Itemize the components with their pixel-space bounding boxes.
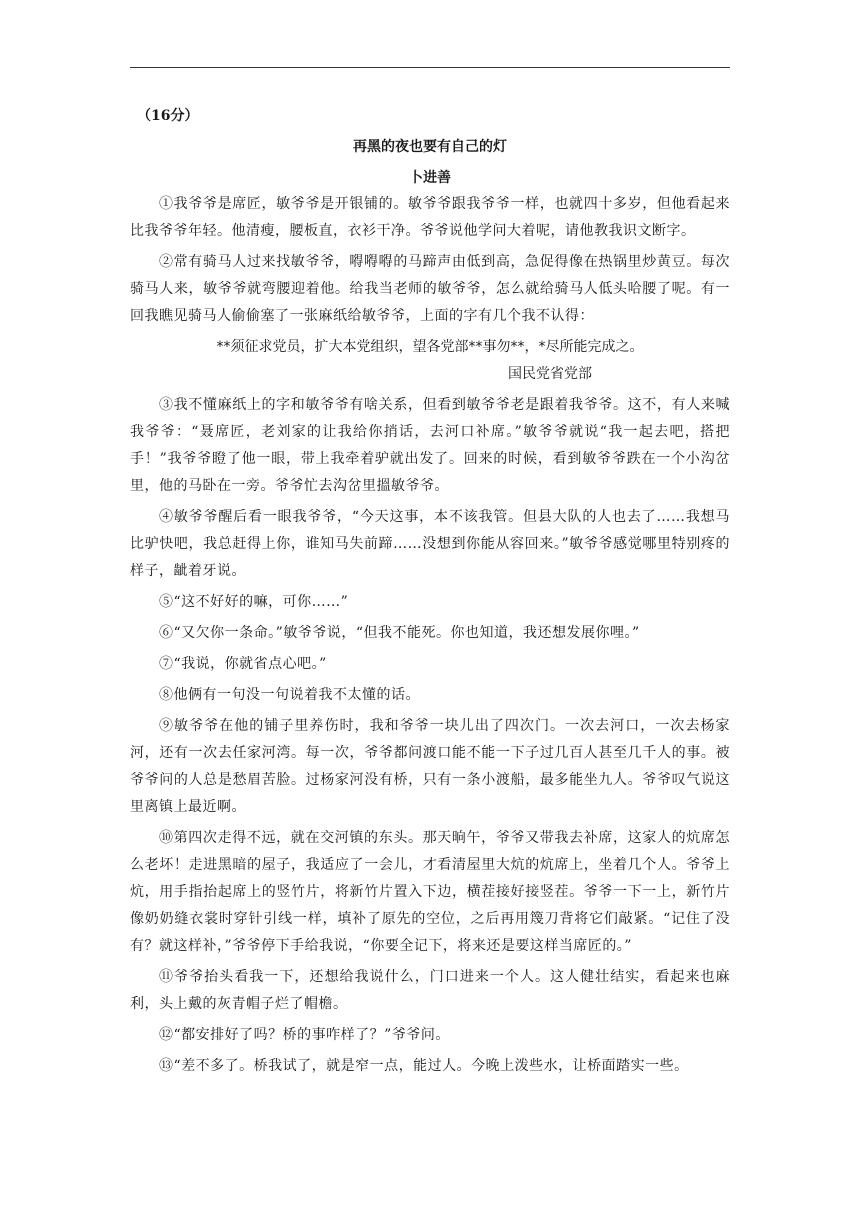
paragraph: ⑪爷爷抬头看我一下，还想给我说什么，门口进来一个人。这人健壮结实，看起来也麻利，头上戴的灰青帽子烂了帽檐。 [130, 969, 730, 1012]
article-author: 卜进善 [409, 170, 451, 186]
header-rule [130, 67, 730, 68]
paragraph: ③我不懂麻纸上的字和敏爷爷有啥关系，但看到敏爷爷老是跟着我爷爷。这不，有人来喊我爷爷：“聂席匠，老刘家的让我给你捎话，去河口补席。”敏爷爷就说“我一起去吧，搭把手！”我爷爷瞪了他一眼，带上我牵着驴就出发了。回来的时候，看到敏爷爷跌在一个小沟岔里，他的马卧在一旁。爷爷忙去沟岔里搵敏爷爷。 [130, 397, 730, 494]
paragraph: ⑩第四次走得不远，就在交河镇的东头。那天晌午，爷爷又带我去补席，这家人的炕席怎么老坏！走进黑暗的屋子，我适应了一会儿，才看清屋里大炕的炕席上，坐着几个人。爷爷上炕，用手指抬起席上的竖竹片，将新竹片置入下边，横茬接好接竖茬。爷爷一下一上，新竹片像奶奶缝衣裳时穿针引线一样，填补了原先的空位，之后再用篾刀背将它们敲紧。“记住了没有？就这样补，”爷爷停下手给我说，“你要全记下，将来还是要这样当席匠的。” [130, 830, 730, 954]
paragraph: ④敏爷爷醒后看一眼我爷爷，“今天这事，本不该我管。但县大队的人也去了……我想马比驴快吧，我总赶得上你，谁知马失前蹄……没想到你能从容回来。”敏爷爷感觉哪里特别疼的样子，龇着牙说。 [130, 509, 730, 579]
question-score: （16分） [137, 108, 199, 124]
paragraph: ⑬“差不多了。桥我试了，就是窄一点，能过人。今晚上泼些水，让桥面踏实一些。 [159, 1058, 689, 1074]
paragraph: ②常有骑马人过来找敏爷爷，嘚嘚嘚的马蹄声由低到高，急促得像在热锅里炒黄豆。每次骑马人来，敏爷爷就弯腰迎着他。给我当老师的敏爷爷，怎么就给骑马人低头哈腰了呢。有一回我瞧见骑马人偷偷塞了一张麻纸给敏爷爷，上面的字有几个我不认得： [130, 254, 730, 324]
paragraph: ①我爷爷是席匠，敏爷爷是开银铺的。敏爷爷跟我爷爷一样，也就四十多岁，但他看起来比我爷爷年轻。他清瘦，腰板直，衣衫干净。爷爷说他学问大着呢，请他教我识文断字。 [130, 196, 730, 239]
paragraph: ⑤“这不好好的嘛，可你……” [159, 594, 349, 610]
quoted-note: **须征求党员，扩大本党组织，望各党部**事勿**，*尽所能完成之。 [216, 339, 644, 355]
paragraph: ⑫“都安排好了吗？桥的事咋样了？”爷爷问。 [159, 1027, 450, 1043]
article-title: 再黑的夜也要有自己的灯 [353, 139, 507, 155]
paragraph: ⑧他俩有一句没一句说着我不太懂的话。 [159, 687, 420, 703]
paragraph: ⑨敏爷爷在他的铺子里养伤时，我和爷爷一块儿出了四次门。一次去河口，一次去杨家河，还有一次去任家河湾。每一次，爷爷都问渡口能不能一下子过几百人甚至几千人的事。被爷爷问的人总是愁眉苦脸。过杨家河没有桥，只有一条小渡船，最多能坐九人。爷爷叹气说这里离镇上最近啊。 [130, 718, 730, 815]
article-body [130, 191, 730, 1084]
quoted-note-signature: 国民党省党部 [508, 366, 592, 382]
paragraph: ⑥“又欠你一条命。”敏爷爷说，“但我不能死。你也知道，我还想发展你哩。” [159, 625, 640, 641]
paragraph: ⑦“我说，你就省点心吧。” [159, 656, 327, 672]
